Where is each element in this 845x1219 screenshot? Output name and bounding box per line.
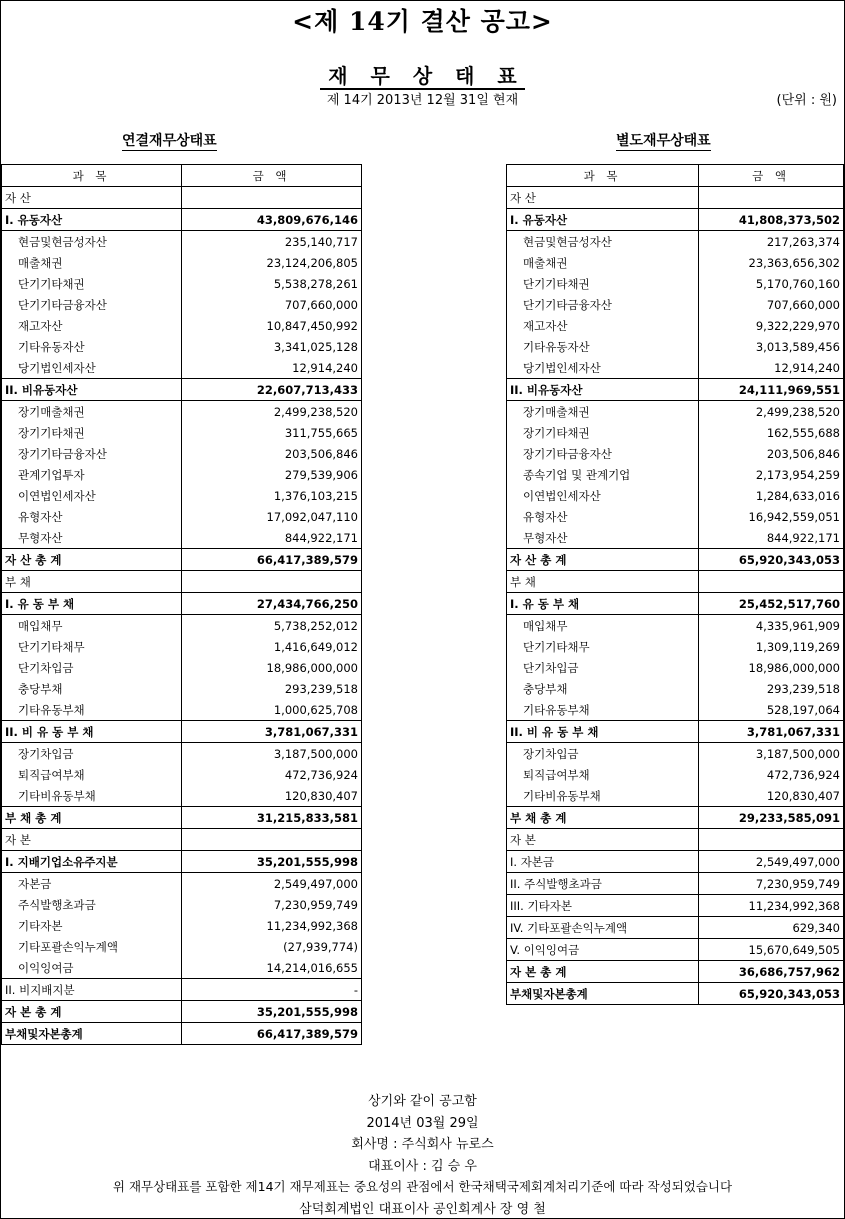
- row-label: 퇴직급여부채: [507, 764, 699, 785]
- table-row: [507, 895, 844, 917]
- table-row: [507, 678, 844, 699]
- row-label: II. 비 유 동 부 채: [507, 721, 699, 743]
- table-row: [2, 785, 362, 807]
- table-row: [507, 593, 844, 615]
- footer-audit-statement: 위 재무상태표를 포함한 제14기 재무제표는 중요성의 관점에서 한국채택국제회계처리기준에 따라 작성되었습니다: [112, 1179, 733, 1194]
- row-label: I. 자본금: [507, 851, 699, 873]
- row-label: 부 채: [507, 571, 699, 593]
- row-label: 자 본 총 계: [2, 1001, 182, 1023]
- table-row: [2, 485, 362, 506]
- row-amount: [699, 187, 844, 209]
- row-amount: [699, 829, 844, 851]
- row-label: 재고자산: [2, 315, 182, 336]
- table-row: [2, 957, 362, 979]
- row-label: 당기법인세자산: [507, 357, 699, 379]
- row-label: 단기차입금: [507, 657, 699, 678]
- row-label: II. 주식발행초과금: [507, 873, 699, 895]
- row-amount: 7,230,959,749: [182, 894, 362, 915]
- row-amount: 14,214,016,655: [182, 957, 362, 979]
- row-amount: 203,506,846: [699, 443, 844, 464]
- row-label: 단기기타채무: [507, 636, 699, 657]
- table-row: [507, 187, 844, 209]
- row-label: 장기기타채권: [2, 422, 182, 443]
- row-amount: 65,920,343,053: [699, 983, 844, 1005]
- row-label: 매입채무: [507, 615, 699, 637]
- row-label: 자 산 총 계: [2, 549, 182, 571]
- table-row: [2, 443, 362, 464]
- row-amount: 1,000,625,708: [182, 699, 362, 721]
- row-label: V. 이익잉여금: [507, 939, 699, 961]
- table-row: [507, 294, 844, 315]
- row-label: 부채및자본총계: [507, 983, 699, 1005]
- table-row: [507, 315, 844, 336]
- table-row: [2, 936, 362, 957]
- row-label: 재고자산: [507, 315, 699, 336]
- row-amount: 23,124,206,805: [182, 252, 362, 273]
- row-amount: 5,538,278,261: [182, 273, 362, 294]
- row-amount: 2,499,238,520: [699, 401, 844, 423]
- row-amount: 4,335,961,909: [699, 615, 844, 637]
- row-label: I. 유 동 부 채: [2, 593, 182, 615]
- table-row: [2, 549, 362, 571]
- statement-title-text: 재 무 상 태 표: [320, 64, 524, 90]
- row-label: 부채및자본총계: [2, 1023, 182, 1045]
- row-amount: 12,914,240: [182, 357, 362, 379]
- table-row: [507, 231, 844, 253]
- row-label: 유형자산: [507, 506, 699, 527]
- row-label: 이연법인세자산: [2, 485, 182, 506]
- row-amount: 472,736,924: [182, 764, 362, 785]
- row-amount: 15,670,649,505: [699, 939, 844, 961]
- table-row: [2, 915, 362, 936]
- table-row: [2, 851, 362, 873]
- row-label: 장기기타금융자산: [507, 443, 699, 464]
- row-amount: 1,416,649,012: [182, 636, 362, 657]
- table-row: [507, 209, 844, 231]
- table-row: [2, 336, 362, 357]
- row-amount: 43,809,676,146: [182, 209, 362, 231]
- table-row: [507, 873, 844, 895]
- table-row: [2, 657, 362, 678]
- row-label: 자본금: [2, 873, 182, 895]
- table-row: [2, 252, 362, 273]
- row-label: 기타포괄손익누계액: [2, 936, 182, 957]
- row-label: 자 산 총 계: [507, 549, 699, 571]
- table-row: [2, 699, 362, 721]
- row-amount: 11,234,992,368: [699, 895, 844, 917]
- row-label: 장기기타금융자산: [2, 443, 182, 464]
- row-amount: [182, 571, 362, 593]
- table-header: [507, 165, 844, 187]
- footer-company: 회사명 : 주식회사 뉴로스: [351, 1137, 494, 1152]
- row-label: 부 채 총 계: [2, 807, 182, 829]
- row-amount: 31,215,833,581: [182, 807, 362, 829]
- row-label: 무형자산: [507, 527, 699, 549]
- table-row: [507, 764, 844, 785]
- table-row: [2, 829, 362, 851]
- column-header-amount: 금 액: [182, 165, 362, 187]
- row-label: 단기기타금융자산: [2, 294, 182, 315]
- row-amount: 3,187,500,000: [699, 743, 844, 765]
- table-row: [2, 294, 362, 315]
- table-row: [507, 549, 844, 571]
- row-amount: 9,322,229,970: [699, 315, 844, 336]
- row-amount: 1,309,119,269: [699, 636, 844, 657]
- table-row: [2, 873, 362, 895]
- row-label: 기타유동부채: [2, 699, 182, 721]
- table-row: [507, 961, 844, 983]
- consolidated-balance-sheet: [1, 164, 362, 1045]
- row-amount: 311,755,665: [182, 422, 362, 443]
- row-amount: 12,914,240: [699, 357, 844, 379]
- row-amount: 36,686,757,962: [699, 961, 844, 983]
- row-amount: 162,555,688: [699, 422, 844, 443]
- row-label: 단기기타채권: [2, 273, 182, 294]
- row-label: II. 비지배지분: [2, 979, 182, 1001]
- row-label: 기타유동자산: [507, 336, 699, 357]
- table-row: [507, 743, 844, 765]
- table-row: [2, 743, 362, 765]
- table-row: [2, 231, 362, 253]
- row-label: 현금및현금성자산: [2, 231, 182, 253]
- row-amount: 25,452,517,760: [699, 593, 844, 615]
- row-label: 자 본 총 계: [507, 961, 699, 983]
- row-amount: 35,201,555,998: [182, 1001, 362, 1023]
- row-amount: 66,417,389,579: [182, 1023, 362, 1045]
- row-amount: 293,239,518: [699, 678, 844, 699]
- row-label: I. 유 동 부 채: [507, 593, 699, 615]
- table-row: [507, 506, 844, 527]
- column-header-amount: 금 액: [699, 165, 844, 187]
- table-row: [2, 678, 362, 699]
- row-amount: 472,736,924: [699, 764, 844, 785]
- row-label: 주식발행초과금: [2, 894, 182, 915]
- row-label: 기타유동부채: [507, 699, 699, 721]
- table-row: [507, 699, 844, 721]
- row-label: 현금및현금성자산: [507, 231, 699, 253]
- row-amount: 844,922,171: [699, 527, 844, 549]
- table-row: [2, 593, 362, 615]
- row-amount: -: [182, 979, 362, 1001]
- row-amount: 707,660,000: [699, 294, 844, 315]
- row-amount: 2,549,497,000: [182, 873, 362, 895]
- table-row: [2, 764, 362, 785]
- row-label: 이익잉여금: [2, 957, 182, 979]
- column-header-item: 과 목: [507, 165, 699, 187]
- separate-balance-sheet: [506, 164, 844, 1005]
- row-label: 부 채: [2, 571, 182, 593]
- row-amount: [182, 187, 362, 209]
- row-label: 관계기업투자: [2, 464, 182, 485]
- row-label: 매출채권: [507, 252, 699, 273]
- table-row: [507, 252, 844, 273]
- table-row: [507, 464, 844, 485]
- row-amount: 279,539,906: [182, 464, 362, 485]
- row-label: III. 기타자본: [507, 895, 699, 917]
- report-date: 제 14기 2013년 12월 31일 현재: [326, 93, 519, 108]
- row-amount: [182, 829, 362, 851]
- row-label: 기타유동자산: [2, 336, 182, 357]
- table-row: [2, 979, 362, 1001]
- row-amount: 3,341,025,128: [182, 336, 362, 357]
- row-amount: 35,201,555,998: [182, 851, 362, 873]
- table-row: [507, 379, 844, 401]
- row-label: 매입채무: [2, 615, 182, 637]
- table-row: [507, 273, 844, 294]
- row-amount: 120,830,407: [699, 785, 844, 807]
- table-row: [507, 851, 844, 873]
- row-amount: 293,239,518: [182, 678, 362, 699]
- footer-ceo: 대표이사 : 김 승 우: [368, 1159, 477, 1174]
- table-row: [2, 615, 362, 637]
- row-amount: 2,173,954,259: [699, 464, 844, 485]
- row-label: 이연법인세자산: [507, 485, 699, 506]
- row-label: 당기법인세자산: [2, 357, 182, 379]
- footer-auditor: 삼덕회계법인 대표이사 공인회계사 장 영 철: [299, 1202, 546, 1217]
- row-label: I. 유동자산: [2, 209, 182, 231]
- row-label: 자 본: [507, 829, 699, 851]
- table-row: [507, 422, 844, 443]
- row-label: II. 비유동자산: [507, 379, 699, 401]
- row-label: 무형자산: [2, 527, 182, 549]
- row-amount: 18,986,000,000: [182, 657, 362, 678]
- row-label: 기타자본: [2, 915, 182, 936]
- row-label: 장기차입금: [507, 743, 699, 765]
- row-label: II. 비유동자산: [2, 379, 182, 401]
- row-amount: 7,230,959,749: [699, 873, 844, 895]
- table-row: [2, 357, 362, 379]
- row-amount: 1,284,633,016: [699, 485, 844, 506]
- table-row: [2, 379, 362, 401]
- row-amount: 235,140,717: [182, 231, 362, 253]
- row-label: 자 산: [2, 187, 182, 209]
- row-label: 기타비유동부채: [507, 785, 699, 807]
- row-amount: 3,013,589,456: [699, 336, 844, 357]
- column-header-item: 과 목: [2, 165, 182, 187]
- table-row: [2, 187, 362, 209]
- table-row: [2, 506, 362, 527]
- row-amount: 707,660,000: [182, 294, 362, 315]
- row-amount: 66,417,389,579: [182, 549, 362, 571]
- row-amount: 3,781,067,331: [699, 721, 844, 743]
- row-amount: 17,092,047,110: [182, 506, 362, 527]
- table-row: [507, 983, 844, 1005]
- table-row: [507, 401, 844, 423]
- table-row: [507, 357, 844, 379]
- row-label: 단기기타채무: [2, 636, 182, 657]
- footer-date: 2014년 03월 29일: [366, 1116, 479, 1131]
- table-row: [507, 807, 844, 829]
- table-row: [507, 721, 844, 743]
- row-label: 부 채 총 계: [507, 807, 699, 829]
- row-label: 단기기타금융자산: [507, 294, 699, 315]
- table-row: [2, 807, 362, 829]
- row-label: 종속기업 및 관계기업: [507, 464, 699, 485]
- row-amount: (27,939,774): [182, 936, 362, 957]
- row-label: 장기매출채권: [507, 401, 699, 423]
- table-row: [507, 785, 844, 807]
- row-amount: 10,847,450,992: [182, 315, 362, 336]
- table-row: [2, 527, 362, 549]
- row-label: 장기차입금: [2, 743, 182, 765]
- table-row: [507, 917, 844, 939]
- table-row: [507, 527, 844, 549]
- row-label: I. 유동자산: [507, 209, 699, 231]
- row-amount: 29,233,585,091: [699, 807, 844, 829]
- row-amount: 16,942,559,051: [699, 506, 844, 527]
- row-label: 충당부채: [2, 678, 182, 699]
- table-row: [2, 209, 362, 231]
- unit-label: (단위 : 원): [776, 93, 837, 108]
- table-row: [2, 315, 362, 336]
- row-amount: 120,830,407: [182, 785, 362, 807]
- row-label: IV. 기타포괄손익누계액: [507, 917, 699, 939]
- row-label: 충당부채: [507, 678, 699, 699]
- row-label: 매출채권: [2, 252, 182, 273]
- separate-title: 별도재무상태표: [616, 130, 711, 151]
- page-title: <제 14기 결산 공고>: [292, 7, 553, 36]
- row-label: I. 지배기업소유주지분: [2, 851, 182, 873]
- table-row: [2, 464, 362, 485]
- table-row: [507, 485, 844, 506]
- row-amount: 629,340: [699, 917, 844, 939]
- row-amount: 5,738,252,012: [182, 615, 362, 637]
- row-label: 기타비유동부채: [2, 785, 182, 807]
- row-label: 유형자산: [2, 506, 182, 527]
- table-row: [2, 636, 362, 657]
- table-row: [2, 894, 362, 915]
- table-row: [507, 829, 844, 851]
- row-amount: 11,234,992,368: [182, 915, 362, 936]
- table-row: [507, 571, 844, 593]
- row-label: 단기기타채권: [507, 273, 699, 294]
- statement-title: [0, 60, 845, 89]
- row-amount: 3,781,067,331: [182, 721, 362, 743]
- row-label: 장기매출채권: [2, 401, 182, 423]
- row-amount: 217,263,374: [699, 231, 844, 253]
- table-row: [507, 636, 844, 657]
- row-amount: 23,363,656,302: [699, 252, 844, 273]
- row-amount: 24,111,969,551: [699, 379, 844, 401]
- row-amount: 27,434,766,250: [182, 593, 362, 615]
- row-label: 퇴직급여부채: [2, 764, 182, 785]
- table-row: [2, 1023, 362, 1045]
- row-amount: 22,607,713,433: [182, 379, 362, 401]
- table-row: [2, 571, 362, 593]
- table-row: [507, 939, 844, 961]
- row-label: II. 비 유 동 부 채: [2, 721, 182, 743]
- table-row: [2, 401, 362, 423]
- row-label: 자 본: [2, 829, 182, 851]
- row-amount: 41,808,373,502: [699, 209, 844, 231]
- row-label: 단기차입금: [2, 657, 182, 678]
- row-amount: 844,922,171: [182, 527, 362, 549]
- footer-notice: 상기와 같이 공고함: [368, 1094, 477, 1109]
- row-amount: 2,499,238,520: [182, 401, 362, 423]
- row-amount: 65,920,343,053: [699, 549, 844, 571]
- table-header: [2, 165, 362, 187]
- table-row: [2, 422, 362, 443]
- row-amount: 1,376,103,215: [182, 485, 362, 506]
- row-amount: 203,506,846: [182, 443, 362, 464]
- row-amount: 18,986,000,000: [699, 657, 844, 678]
- table-row: [2, 1001, 362, 1023]
- row-amount: 3,187,500,000: [182, 743, 362, 765]
- row-amount: 5,170,760,160: [699, 273, 844, 294]
- row-label: 장기기타채권: [507, 422, 699, 443]
- consolidated-title: 연결재무상태표: [122, 130, 217, 151]
- table-row: [507, 443, 844, 464]
- table-row: [2, 721, 362, 743]
- table-row: [2, 273, 362, 294]
- row-amount: 528,197,064: [699, 699, 844, 721]
- table-row: [507, 615, 844, 637]
- row-label: 자 산: [507, 187, 699, 209]
- row-amount: 2,549,497,000: [699, 851, 844, 873]
- row-amount: [699, 571, 844, 593]
- table-row: [507, 657, 844, 678]
- table-row: [507, 336, 844, 357]
